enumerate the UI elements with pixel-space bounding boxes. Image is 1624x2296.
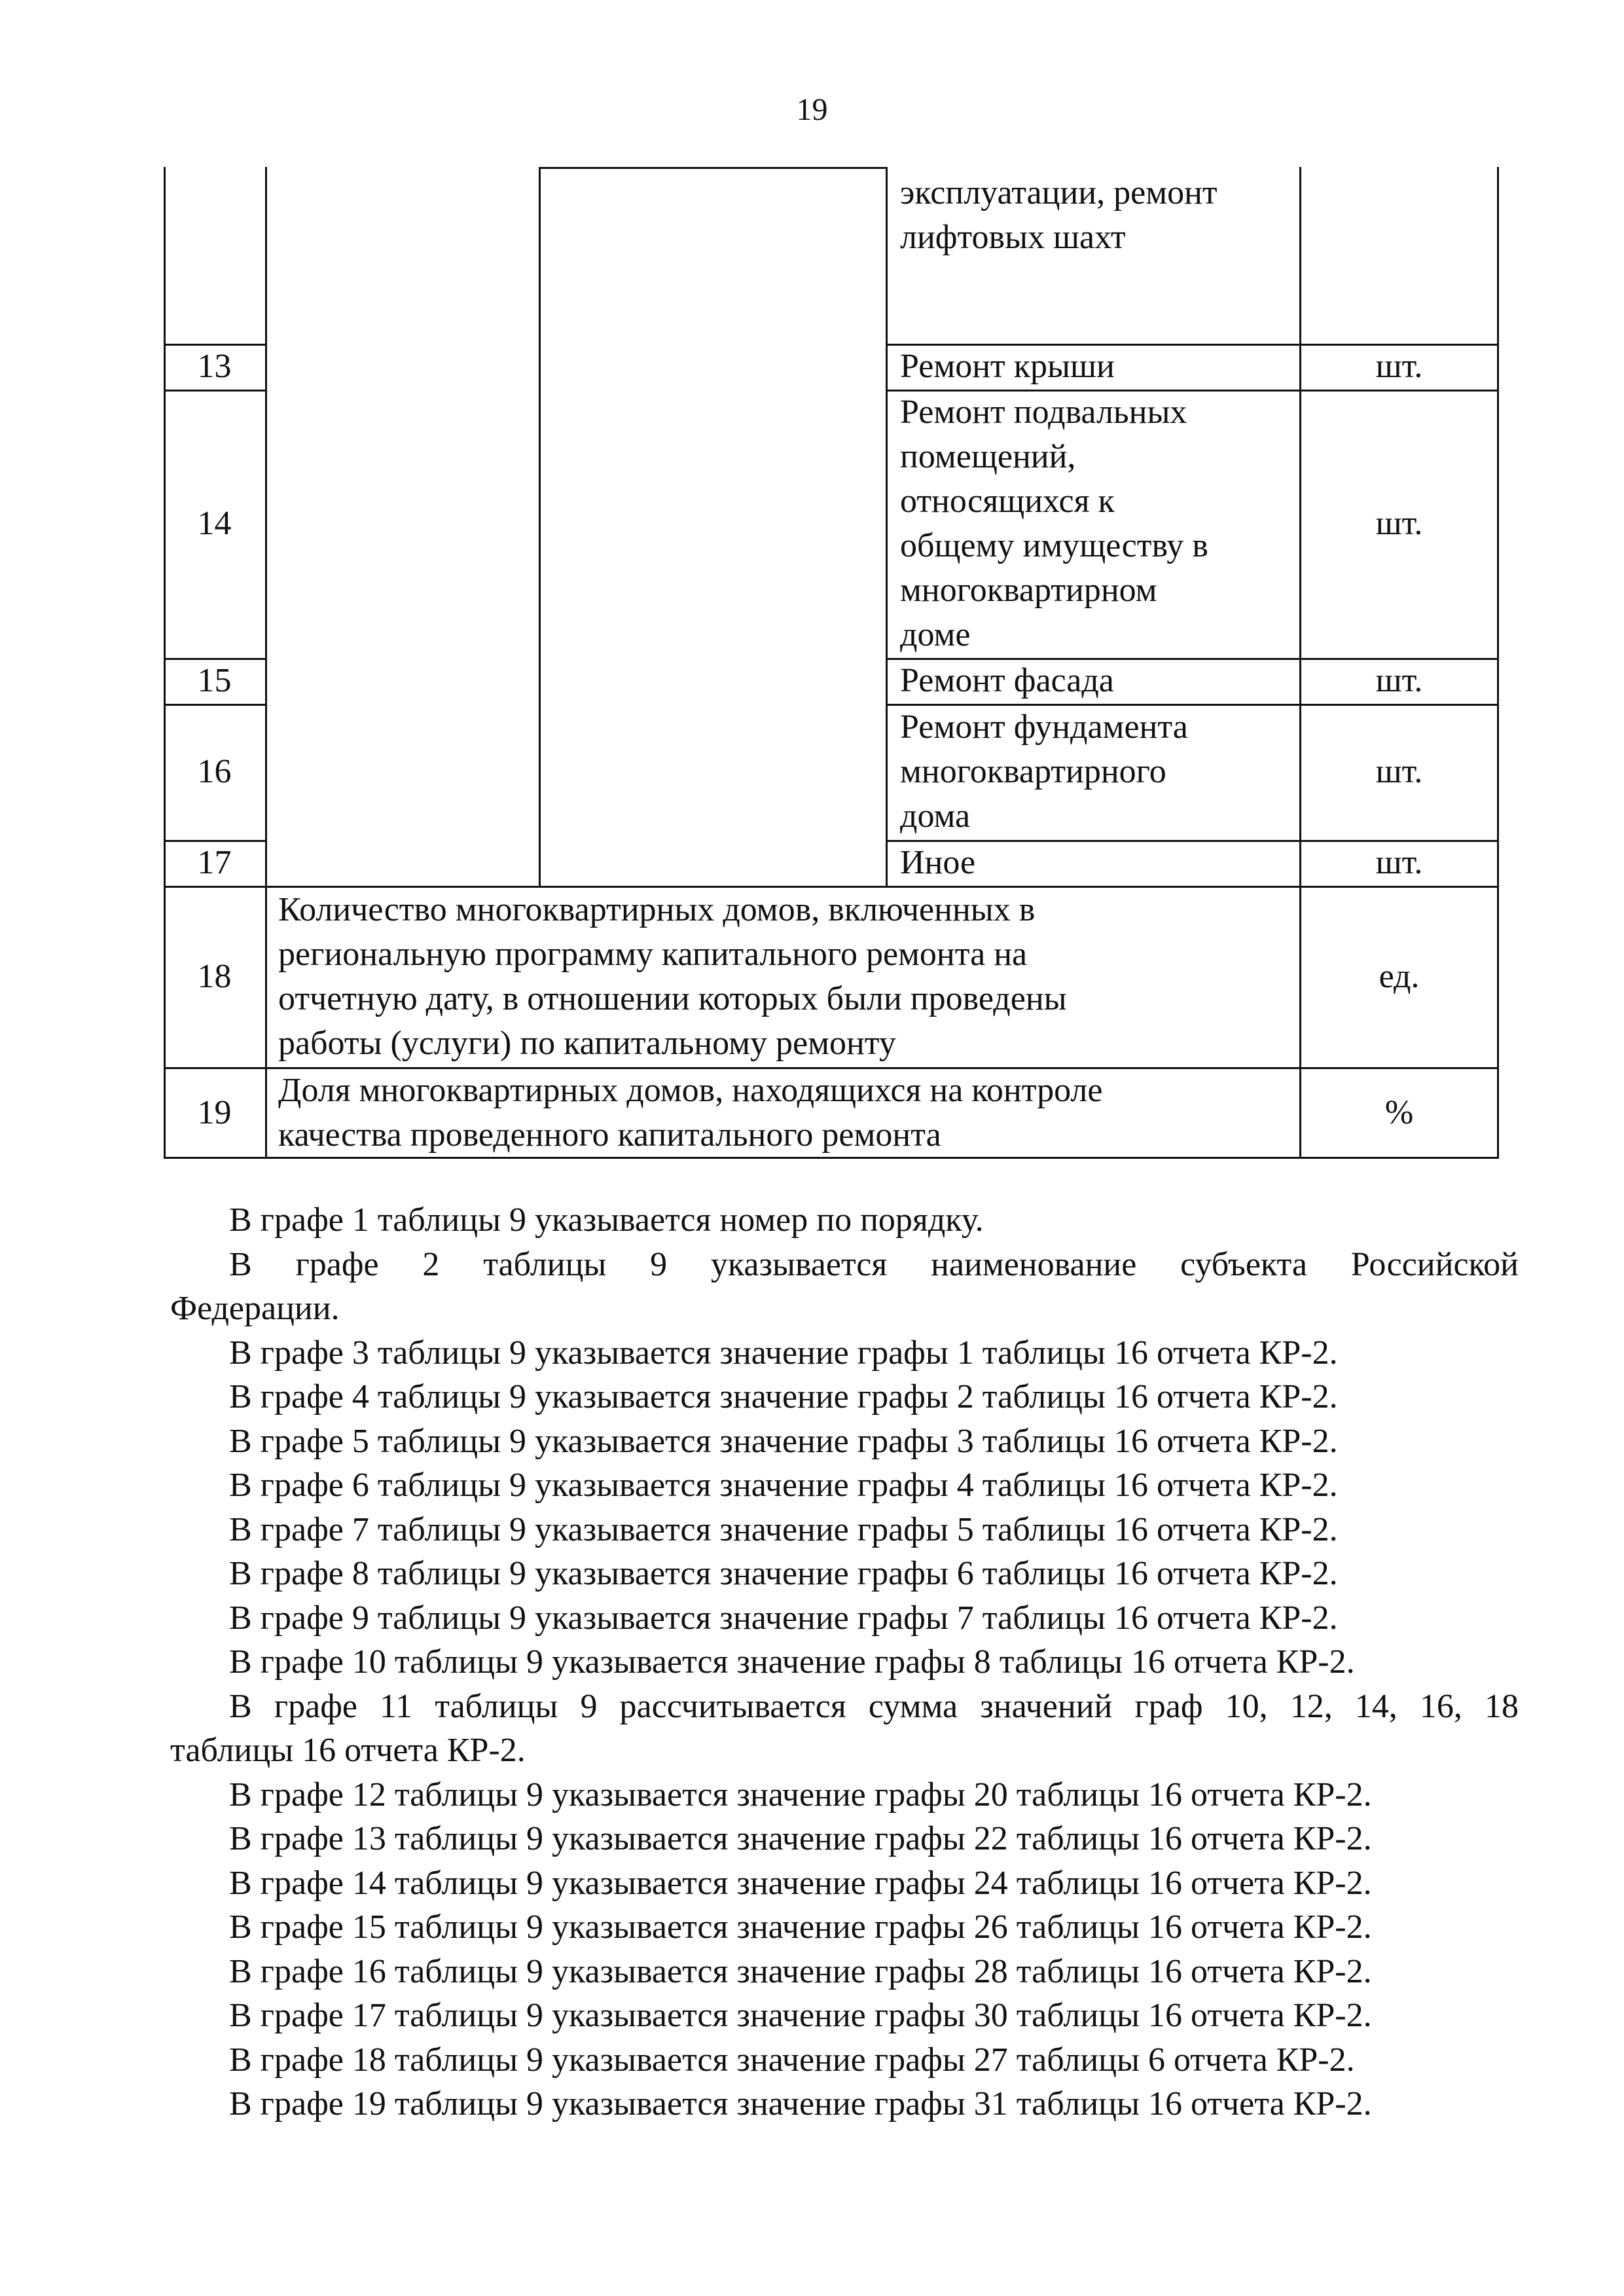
table-cell-top-text: эксплуатации, ремонт лифтовых шахт xyxy=(900,174,1218,256)
table-divider-inner-left xyxy=(539,167,541,886)
paragraph: В графе 15 таблицы 9 указывается значение графы 26 таблицы 16 отчета КР-2. xyxy=(229,1908,1372,1946)
paragraph: В графе 4 таблицы 9 указывается значение графы 2 таблицы 16 отчета КР-2. xyxy=(229,1378,1338,1415)
row-17-name: Иное xyxy=(900,844,976,881)
row-line xyxy=(164,704,265,706)
paragraph: В графе 7 таблицы 9 указывается значение графы 5 таблицы 16 отчета КР-2. xyxy=(229,1510,1338,1548)
paragraph: В графе 6 таблицы 9 указывается значение графы 4 таблицы 16 отчета КР-2. xyxy=(229,1467,1338,1504)
paragraph: В графе 14 таблицы 9 указывается значение графы 24 таблицы 16 отчета КР-2. xyxy=(229,1864,1372,1902)
table-border-bottom xyxy=(164,1157,1499,1159)
paragraph: В графе 16 таблицы 9 указывается значение графы 28 таблицы 16 отчета КР-2. xyxy=(229,1952,1372,1990)
row-line xyxy=(886,840,1499,842)
table-divider-inner-right xyxy=(886,167,888,886)
report-table xyxy=(164,167,1499,1159)
row-14-name: Ремонт подвальных помещений, относящихся к общему имуществу в многоквартирном доме xyxy=(900,393,1208,653)
row-18-number: 18 xyxy=(197,957,232,995)
row-line xyxy=(164,840,265,842)
table-divider-unit xyxy=(1299,167,1301,1159)
row-15-name: Ремонт фасада xyxy=(900,662,1114,699)
row-14-unit: шт. xyxy=(1375,505,1423,542)
row-19-unit: % xyxy=(1384,1094,1414,1131)
row-16-unit: шт. xyxy=(1375,753,1423,790)
body-text xyxy=(170,1198,1519,2126)
row-16-number: 16 xyxy=(197,753,232,790)
paragraph: В графе 5 таблицы 9 указывается значение графы 3 таблицы 16 отчета КР-2. xyxy=(229,1422,1338,1460)
paragraph: В графе 8 таблицы 9 указывается значение графы 6 таблицы 16 отчета КР-2. xyxy=(229,1555,1338,1592)
table-inner-box-top xyxy=(539,167,888,169)
row-16-name: Ремонт фундамента многоквартирного дома xyxy=(900,708,1188,835)
row-13-unit: шт. xyxy=(1375,348,1423,385)
row-18-name: Количество многоквартирных домов, включенных в региональную программу капитального ремонта на отчетную дату, в отношении которых были проведены работы (услуги) по капитальному ремонту xyxy=(278,890,1067,1062)
row-14-number: 14 xyxy=(197,505,232,542)
row-line xyxy=(164,344,265,346)
paragraph: таблицы 16 отчета КР-2. xyxy=(170,1732,526,1769)
table-border-left xyxy=(164,167,166,1159)
row-line xyxy=(164,886,1499,888)
paragraph: В графе 11 таблицы 9 рассчитывается сумма значений граф 10, 12, 14, 16, 18 xyxy=(229,1687,1519,1725)
paragraph: Федерации. xyxy=(170,1290,340,1327)
paragraph: В графе 3 таблицы 9 указывается значение графы 1 таблицы 16 отчета КР-2. xyxy=(229,1334,1338,1372)
paragraph: В графе 1 таблицы 9 указывается номер по порядку. xyxy=(229,1201,984,1239)
table-border-right xyxy=(1497,167,1499,1159)
row-19-number: 19 xyxy=(197,1094,232,1131)
page-number: 19 xyxy=(796,92,828,127)
row-line xyxy=(164,1067,1499,1069)
paragraph: В графе 12 таблицы 9 указывается значение графы 20 таблицы 16 отчета КР-2. xyxy=(229,1776,1372,1813)
row-13-name: Ремонт крыши xyxy=(900,348,1115,385)
paragraph: В графе 19 таблицы 9 указывается значение графы 31 таблицы 16 отчета КР-2. xyxy=(229,2085,1372,2123)
paragraph: В графе 9 таблицы 9 указывается значение графы 7 таблицы 16 отчета КР-2. xyxy=(229,1599,1338,1637)
paragraph: В графе 13 таблицы 9 указывается значение графы 22 таблицы 16 отчета КР-2. xyxy=(229,1820,1372,1857)
row-line xyxy=(164,658,265,660)
row-line xyxy=(886,390,1499,392)
row-19-name: Доля многоквартирных домов, находящихся на контроле качества проведенного капитального ремонта xyxy=(278,1072,1103,1154)
row-15-number: 15 xyxy=(197,662,232,699)
row-17-unit: шт. xyxy=(1375,844,1423,881)
paragraph: В графе 10 таблицы 9 указывается значение графы 8 таблицы 16 отчета КР-2. xyxy=(229,1643,1355,1681)
paragraph: В графе 18 таблицы 9 указывается значение графы 27 таблицы 6 отчета КР-2. xyxy=(229,2041,1355,2079)
paragraph: В графе 2 таблицы 9 указывается наименование субъекта Российской xyxy=(229,1245,1519,1283)
row-17-number: 17 xyxy=(197,844,232,881)
row-line xyxy=(886,344,1499,346)
row-line xyxy=(886,658,1499,660)
row-15-unit: шт. xyxy=(1375,662,1423,699)
row-line xyxy=(164,390,265,392)
row-13-number: 13 xyxy=(197,348,232,385)
row-line xyxy=(886,704,1499,706)
paragraph: В графе 17 таблицы 9 указывается значение графы 30 таблицы 16 отчета КР-2. xyxy=(229,1997,1372,2034)
table-divider-number xyxy=(265,167,267,1159)
row-18-unit: ед. xyxy=(1379,957,1420,995)
